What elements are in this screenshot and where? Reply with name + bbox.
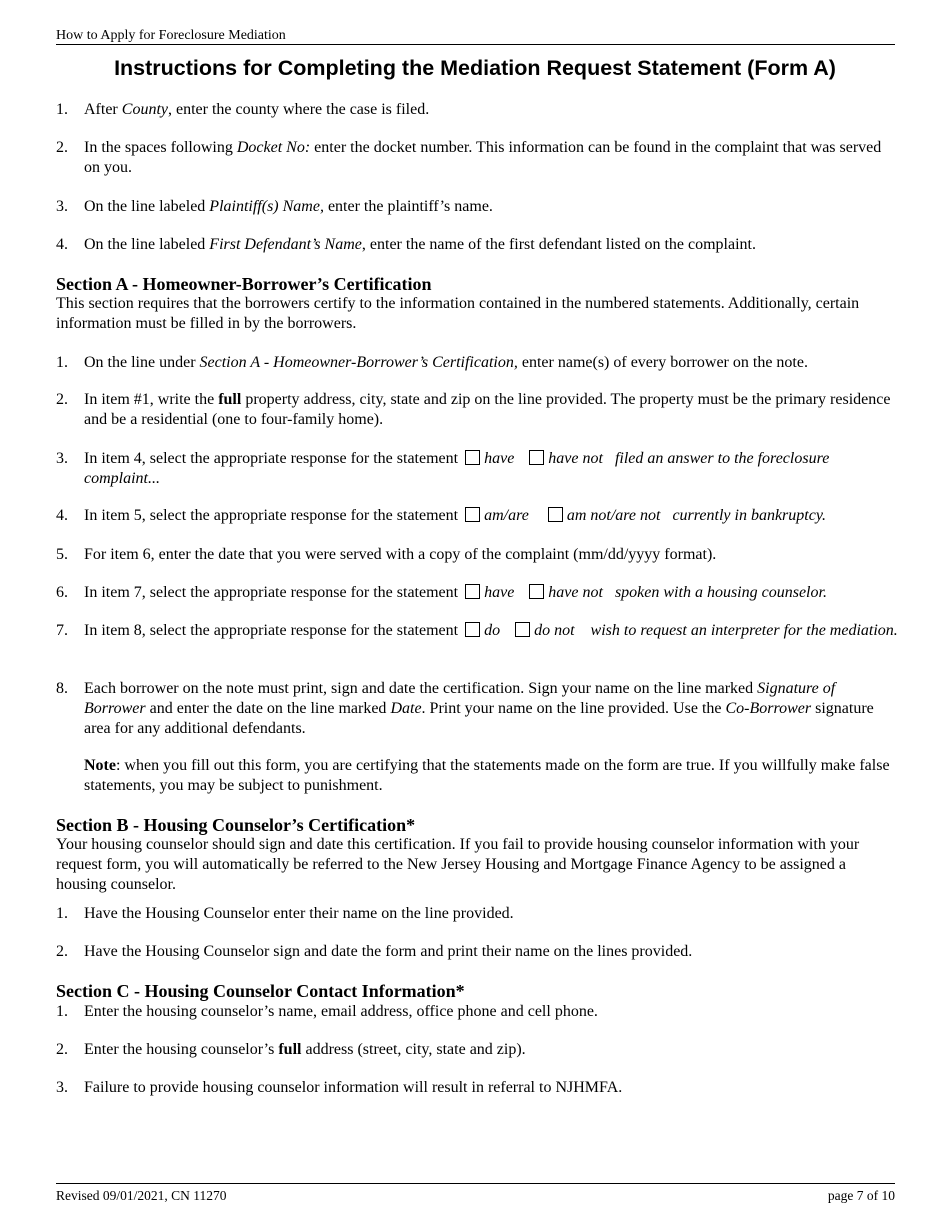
option-label: have not: [548, 450, 603, 467]
item-text: , enter the name of the first defendant listed on the complaint.: [361, 236, 756, 253]
checkbox-icon: [529, 584, 544, 599]
section-b-heading: Section B - Housing Counselor’s Certification*: [56, 815, 416, 835]
option-label: do not: [534, 622, 575, 639]
item-italic: filed an answer to the foreclosure complaint...: [84, 450, 830, 487]
item-text: On the line under: [84, 354, 200, 371]
note-paragraph: [56, 756, 900, 796]
checkbox-icon: [465, 507, 480, 522]
item-text: For item 6, enter the date that you were served with a copy of the complaint (mm/dd/yyyy format).: [84, 546, 717, 563]
item-text: enter the plaintiff’s name.: [323, 198, 493, 215]
item-bold: full: [218, 391, 242, 408]
item-text: In item #1, write the: [84, 391, 219, 408]
item-text: In item 5, select the appropriate response for the statement: [84, 507, 459, 524]
revision-info: Revised 09/01/2021, CN 11270: [56, 1188, 227, 1203]
item-number: 3.: [56, 198, 68, 215]
option-label: have not: [548, 584, 603, 601]
item-number: 2.: [56, 391, 68, 408]
item-italic: Section A - Homeowner-Borrower’s Certification,: [199, 354, 518, 371]
item-text: enter the docket number. This information can be found in the complaint that was served on you.: [84, 139, 882, 176]
option-label: am/are: [484, 507, 529, 524]
item-number: 4.: [56, 507, 68, 524]
item-number: 1.: [56, 354, 68, 371]
item-text: property address, city, state and zip on the line provided. The property must be the primary residence and be a residential (one to four-family home).: [84, 391, 891, 428]
section-a: [56, 274, 900, 334]
list-item: [56, 138, 900, 178]
item-text: address (street, city, state and zip).: [301, 1041, 526, 1058]
list-item: [56, 100, 900, 120]
item-text: signature area for any additional defendants.: [84, 700, 874, 737]
item-text: In item 8, select the appropriate response for the statement: [84, 622, 459, 639]
section-a-description: This section requires that the borrowers certify to the information contained in the numbered statements. Additionally, certain information must be filled in by the borrowers.: [56, 295, 860, 332]
item-text: Enter the housing counselor’s: [84, 1041, 279, 1058]
item-text: On the line labeled: [84, 198, 210, 215]
page-title: Instructions for Completing the Mediation Request Statement (Form A): [114, 56, 836, 80]
item-number: 8.: [56, 680, 68, 697]
running-title: How to Apply for Foreclosure Mediation: [56, 28, 286, 43]
list-item: [56, 235, 900, 255]
note-label: Note: [84, 757, 116, 774]
item-text: Have the Housing Counselor sign and date the form and print their name on the lines provided.: [84, 943, 693, 960]
item-number: 1.: [56, 1003, 68, 1020]
item-number: 3.: [56, 1079, 68, 1096]
list-item: [56, 449, 900, 489]
item-number: 7.: [56, 622, 68, 639]
item-number: 2.: [56, 139, 68, 156]
item-italic: currently in bankruptcy.: [672, 507, 827, 524]
item-text: enter name(s) of every borrower on the note.: [517, 354, 808, 371]
item-italic: spoken with a housing counselor.: [614, 584, 827, 601]
list-item: [56, 197, 900, 217]
checkbox-icon: [548, 507, 563, 522]
item-text: Failure to provide housing counselor information will result in referral to NJHMFA.: [84, 1079, 623, 1096]
note-text: : when you fill out this form, you are certifying that the statements made on the form are true. If you willfully make false statements, you may be subject to punishment.: [84, 757, 890, 794]
section-b-description: Your housing counselor should sign and date this certification. If you fail to provide housing counselor information with your request form, you will automatically be referred to the New Jersey Housing and Mortgage Finance Agency to be assigned a housing counselor.: [56, 836, 860, 893]
item-number: 1.: [56, 101, 68, 118]
list-item: [56, 506, 900, 526]
option-label: have: [484, 450, 515, 467]
item-text: On the line labeled: [84, 236, 210, 253]
option-label: am not/are not: [566, 507, 661, 524]
item-number: 2.: [56, 943, 68, 960]
item-number: 3.: [56, 450, 68, 467]
checkbox-icon: [465, 622, 480, 637]
list-item: [56, 942, 900, 962]
list-item: [56, 353, 900, 373]
item-text: After: [84, 101, 122, 118]
section-a-heading: Section A - Homeowner-Borrower’s Certification: [56, 274, 432, 294]
item-text: and enter the date on the line marked: [145, 700, 391, 717]
checkbox-icon: [529, 450, 544, 465]
item-text: Each borrower on the note must print, sign and date the certification. Sign your name on the line marked: [84, 680, 758, 697]
section-b: [56, 815, 900, 895]
page-number: page 7 of 10: [827, 1188, 895, 1203]
item-bold: full: [278, 1041, 302, 1058]
item-italic: Co-Borrower: [725, 700, 812, 717]
page-footer: [56, 1183, 895, 1203]
item-text: In the spaces following: [84, 139, 237, 156]
item-number: 1.: [56, 905, 68, 922]
list-item: [56, 1078, 900, 1098]
list-item: [56, 545, 900, 565]
item-italic: First Defendant’s Name: [209, 236, 362, 253]
item-text: Enter the housing counselor’s name, email address, office phone and cell phone.: [84, 1003, 598, 1020]
checkbox-icon: [465, 584, 480, 599]
section-c-heading: Section C - Housing Counselor Contact Information*: [56, 981, 465, 1001]
section-c: [56, 981, 900, 1001]
list-item: [56, 1040, 900, 1060]
item-text: Have the Housing Counselor enter their name on the line provided.: [84, 905, 514, 922]
item-italic: County: [121, 101, 168, 118]
item-number: 6.: [56, 584, 68, 601]
list-item: [56, 679, 900, 739]
running-header: [56, 27, 895, 45]
item-italic: wish to request an interpreter for the mediation.: [590, 622, 898, 639]
item-text: . Print your name on the line provided. Use the: [421, 700, 726, 717]
list-item: [56, 583, 900, 603]
option-label: have: [484, 584, 515, 601]
item-number: 5.: [56, 546, 68, 563]
option-label: do: [484, 622, 501, 639]
list-item: [56, 390, 900, 430]
item-text: In item 4, select the appropriate response for the statement: [84, 450, 459, 467]
item-italic: Plaintiff(s) Name,: [209, 198, 324, 215]
item-text: , enter the county where the case is filed.: [167, 101, 430, 118]
checkbox-icon: [515, 622, 530, 637]
item-italic: Signature of Borrower: [84, 680, 836, 717]
checkbox-icon: [465, 450, 480, 465]
item-italic: Date: [390, 700, 422, 717]
item-number: 2.: [56, 1041, 68, 1058]
item-italic: Docket No:: [236, 139, 311, 156]
item-text: In item 7, select the appropriate response for the statement: [84, 584, 459, 601]
list-item: [56, 1002, 900, 1022]
list-item: [56, 621, 900, 641]
list-item: [56, 904, 900, 924]
item-number: 4.: [56, 236, 68, 253]
